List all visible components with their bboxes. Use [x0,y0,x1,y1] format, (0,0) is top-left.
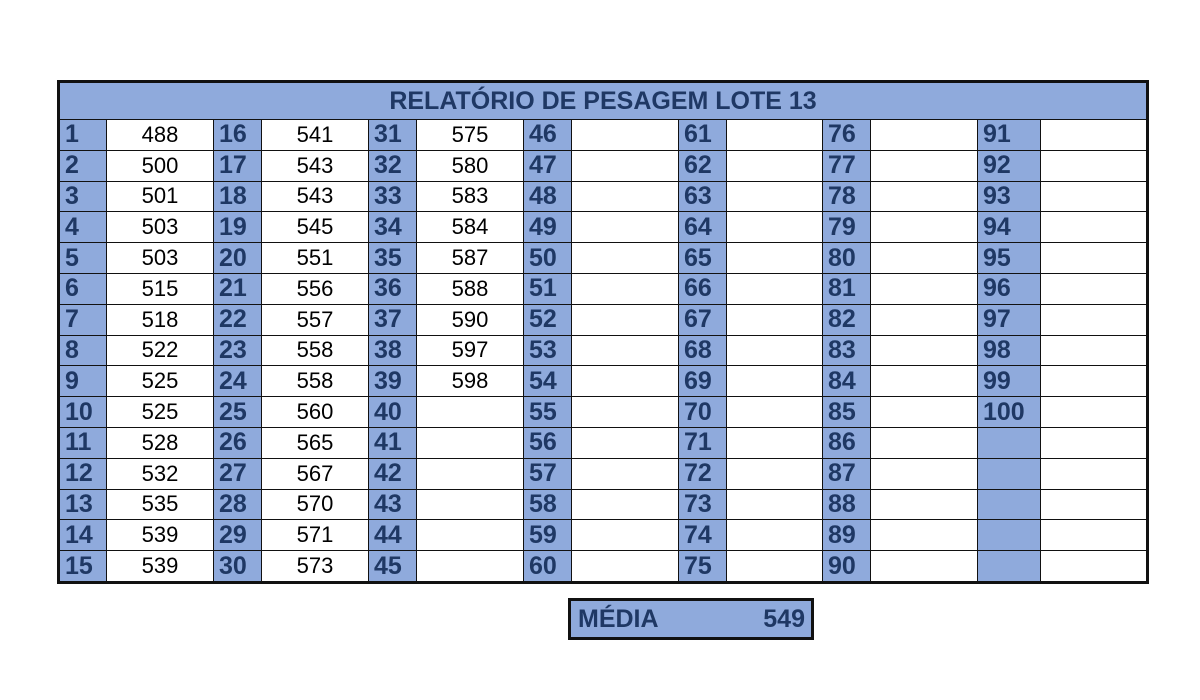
sample-number-cell: 93 [978,181,1041,212]
weight-value-cell [871,489,978,520]
sample-number-cell: 62 [679,150,727,181]
sample-number-cell: 76 [823,120,871,151]
table-row [59,335,1148,366]
sample-number-cell: 41 [369,427,417,458]
weight-value-cell [1041,243,1148,274]
sample-number-cell: 74 [679,520,727,551]
weight-value-cell [871,212,978,243]
weight-value-cell: 558 [262,335,369,366]
sample-number-cell: 27 [214,458,262,489]
sample-number-cell: 94 [978,212,1041,243]
sample-number-cell: 90 [823,551,871,583]
weight-value-cell [572,366,679,397]
weight-value-cell [727,150,823,181]
weight-value-cell: 525 [107,397,214,428]
table-row [59,120,1148,151]
weight-value-cell: 567 [262,458,369,489]
weight-value-cell [572,181,679,212]
sample-number-cell: 64 [679,212,727,243]
weight-value-cell [417,551,524,583]
sample-number-cell: 70 [679,397,727,428]
sample-number-cell: 80 [823,243,871,274]
weight-value-cell [572,335,679,366]
weight-value-cell: 587 [417,243,524,274]
weight-value-cell: 560 [262,397,369,428]
sample-number-cell: 52 [524,304,572,335]
sample-number-cell: 66 [679,273,727,304]
weight-value-cell: 522 [107,335,214,366]
sample-number-cell: 45 [369,551,417,583]
weight-value-cell: 500 [107,150,214,181]
weight-value-cell [1041,489,1148,520]
sample-number-cell: 13 [59,489,107,520]
sample-number-cell: 46 [524,120,572,151]
weight-value-cell [417,458,524,489]
average-label: MÉDIA [578,604,659,633]
sample-number-cell: 59 [524,520,572,551]
weight-value-cell [871,181,978,212]
sample-number-cell: 8 [59,335,107,366]
sample-number-cell: 96 [978,273,1041,304]
sample-number-cell: 55 [524,397,572,428]
weight-value-cell: 590 [417,304,524,335]
weight-value-cell [572,520,679,551]
sample-number-cell: 61 [679,120,727,151]
weight-value-cell [1041,120,1148,151]
weight-value-cell [871,458,978,489]
sample-number-cell: 83 [823,335,871,366]
sample-number-cell: 20 [214,243,262,274]
sample-number-cell: 7 [59,304,107,335]
sample-number-cell: 60 [524,551,572,583]
sample-number-cell: 4 [59,212,107,243]
sample-number-cell: 50 [524,243,572,274]
sample-number-cell: 36 [369,273,417,304]
sample-number-cell: 58 [524,489,572,520]
weighing-report-table [57,80,1149,584]
weight-value-cell [572,551,679,583]
sample-number-cell: 37 [369,304,417,335]
weight-value-cell [1041,458,1148,489]
weight-value-cell: 543 [262,150,369,181]
sample-number-cell: 88 [823,489,871,520]
sample-number-cell: 75 [679,551,727,583]
weight-value-cell [727,335,823,366]
weight-value-cell: 575 [417,120,524,151]
sample-number-cell: 57 [524,458,572,489]
sample-number-cell: 91 [978,120,1041,151]
sample-number-cell: 26 [214,427,262,458]
sample-number-cell: 68 [679,335,727,366]
weight-value-cell [727,520,823,551]
weight-value-cell: 518 [107,304,214,335]
weight-value-cell: 598 [417,366,524,397]
weight-value-cell [1041,273,1148,304]
sample-number-cell: 73 [679,489,727,520]
table-row [59,273,1148,304]
weight-value-cell [871,304,978,335]
sample-number-cell: 24 [214,366,262,397]
weight-value-cell [572,489,679,520]
weight-value-cell [727,181,823,212]
weight-value-cell: 583 [417,181,524,212]
sample-number-cell [978,489,1041,520]
weight-value-cell [727,304,823,335]
weight-value-cell: 488 [107,120,214,151]
sample-number-cell: 11 [59,427,107,458]
weight-value-cell [871,273,978,304]
sample-number-cell: 29 [214,520,262,551]
weight-value-cell [572,273,679,304]
table-row [59,551,1148,583]
sample-number-cell: 32 [369,150,417,181]
weight-value-cell [1041,335,1148,366]
sample-number-cell: 18 [214,181,262,212]
weight-value-cell: 584 [417,212,524,243]
sample-number-cell: 67 [679,304,727,335]
weight-value-cell [572,150,679,181]
sample-number-cell: 35 [369,243,417,274]
sample-number-cell: 82 [823,304,871,335]
sample-number-cell: 31 [369,120,417,151]
sample-number-cell: 78 [823,181,871,212]
weight-value-cell: 570 [262,489,369,520]
weight-value-cell: 515 [107,273,214,304]
weight-value-cell [727,458,823,489]
sample-number-cell: 33 [369,181,417,212]
weight-value-cell: 532 [107,458,214,489]
weight-value-cell: 541 [262,120,369,151]
sample-number-cell: 51 [524,273,572,304]
sample-number-cell: 81 [823,273,871,304]
weight-value-cell [1041,551,1148,583]
weight-value-cell: 597 [417,335,524,366]
sample-number-cell: 72 [679,458,727,489]
weight-value-cell: 556 [262,273,369,304]
sample-number-cell: 79 [823,212,871,243]
sample-number-cell [978,458,1041,489]
weight-value-cell [572,458,679,489]
sample-number-cell: 87 [823,458,871,489]
weight-value-cell: 573 [262,551,369,583]
weight-value-cell: 528 [107,427,214,458]
weight-value-cell [727,120,823,151]
weight-value-cell: 501 [107,181,214,212]
weight-value-cell [727,427,823,458]
report-title: RELATÓRIO DE PESAGEM LOTE 13 [59,82,1148,120]
sample-number-cell: 100 [978,397,1041,428]
sample-number-cell: 85 [823,397,871,428]
weight-value-cell [871,427,978,458]
sample-number-cell: 48 [524,181,572,212]
sample-number-cell: 12 [59,458,107,489]
sample-number-cell: 1 [59,120,107,151]
weight-value-cell: 503 [107,212,214,243]
weight-value-cell [1041,181,1148,212]
weight-value-cell [1041,212,1148,243]
sample-number-cell: 28 [214,489,262,520]
weight-value-cell: 525 [107,366,214,397]
sample-number-cell: 3 [59,181,107,212]
weight-value-cell: 565 [262,427,369,458]
sample-number-cell: 98 [978,335,1041,366]
sample-number-cell: 17 [214,150,262,181]
table-row [59,212,1148,243]
weight-value-cell [1041,520,1148,551]
weight-value-cell: 543 [262,181,369,212]
sample-number-cell: 16 [214,120,262,151]
weight-value-cell: 539 [107,551,214,583]
sample-number-cell: 44 [369,520,417,551]
weight-value-cell: 557 [262,304,369,335]
weight-value-cell [1041,304,1148,335]
weight-value-cell [871,366,978,397]
sample-number-cell: 49 [524,212,572,243]
sample-number-cell: 53 [524,335,572,366]
weight-value-cell [1041,366,1148,397]
weight-value-cell [572,427,679,458]
sample-number-cell: 22 [214,304,262,335]
sample-number-cell: 54 [524,366,572,397]
sample-number-cell: 99 [978,366,1041,397]
sample-number-cell: 14 [59,520,107,551]
weight-value-cell [727,551,823,583]
weight-value-cell [727,243,823,274]
weight-value-cell [1041,150,1148,181]
sample-number-cell: 10 [59,397,107,428]
weight-value-cell: 545 [262,212,369,243]
sample-number-cell: 56 [524,427,572,458]
weight-value-cell [417,520,524,551]
sample-number-cell: 5 [59,243,107,274]
table-row [59,458,1148,489]
sample-number-cell: 21 [214,273,262,304]
sample-number-cell: 97 [978,304,1041,335]
weight-value-cell [572,243,679,274]
weight-value-cell [417,397,524,428]
weight-value-cell [727,273,823,304]
weight-value-cell [1041,397,1148,428]
weight-value-cell: 558 [262,366,369,397]
sample-number-cell: 19 [214,212,262,243]
sample-number-cell: 39 [369,366,417,397]
sample-number-cell: 95 [978,243,1041,274]
table-row [59,489,1148,520]
table-row [59,304,1148,335]
sample-number-cell: 25 [214,397,262,428]
weight-value-cell [871,243,978,274]
table-row [59,150,1148,181]
sample-number-cell: 63 [679,181,727,212]
weight-value-cell [727,489,823,520]
table-row [59,427,1148,458]
sample-number-cell: 2 [59,150,107,181]
weight-value-cell: 551 [262,243,369,274]
sample-number-cell [978,427,1041,458]
sample-number-cell: 71 [679,427,727,458]
weight-value-cell [417,427,524,458]
average-value: 549 [763,604,805,633]
sample-number-cell: 30 [214,551,262,583]
sample-number-cell: 77 [823,150,871,181]
sample-number-cell: 43 [369,489,417,520]
weight-value-cell: 571 [262,520,369,551]
table-row [59,366,1148,397]
weight-value-cell [572,120,679,151]
weight-value-cell [871,150,978,181]
sample-number-cell: 69 [679,366,727,397]
table-row [59,181,1148,212]
table-row [59,397,1148,428]
weight-value-cell [871,551,978,583]
sample-number-cell: 89 [823,520,871,551]
weight-value-cell [1041,427,1148,458]
sample-number-cell: 92 [978,150,1041,181]
weight-value-cell: 588 [417,273,524,304]
weight-value-cell [727,366,823,397]
table-row [59,520,1148,551]
sample-number-cell: 86 [823,427,871,458]
sample-number-cell [978,551,1041,583]
weight-value-cell [871,335,978,366]
average-box [568,598,814,640]
table-row [59,243,1148,274]
weight-value-cell: 539 [107,520,214,551]
sample-number-cell: 47 [524,150,572,181]
sample-number-cell: 6 [59,273,107,304]
sample-number-cell: 38 [369,335,417,366]
sample-number-cell: 65 [679,243,727,274]
weight-value-cell: 535 [107,489,214,520]
weight-value-cell [727,397,823,428]
weight-value-cell [572,212,679,243]
weight-value-cell [417,489,524,520]
sample-number-cell: 34 [369,212,417,243]
sample-number-cell: 84 [823,366,871,397]
sample-number-cell: 42 [369,458,417,489]
weight-value-cell [871,397,978,428]
weight-value-cell: 503 [107,243,214,274]
weight-value-cell [871,520,978,551]
weight-value-cell [871,120,978,151]
sample-number-cell: 23 [214,335,262,366]
weight-value-cell [572,397,679,428]
sample-number-cell [978,520,1041,551]
weight-value-cell [727,212,823,243]
sample-number-cell: 9 [59,366,107,397]
weight-value-cell: 580 [417,150,524,181]
weight-value-cell [572,304,679,335]
sample-number-cell: 40 [369,397,417,428]
sample-number-cell: 15 [59,551,107,583]
